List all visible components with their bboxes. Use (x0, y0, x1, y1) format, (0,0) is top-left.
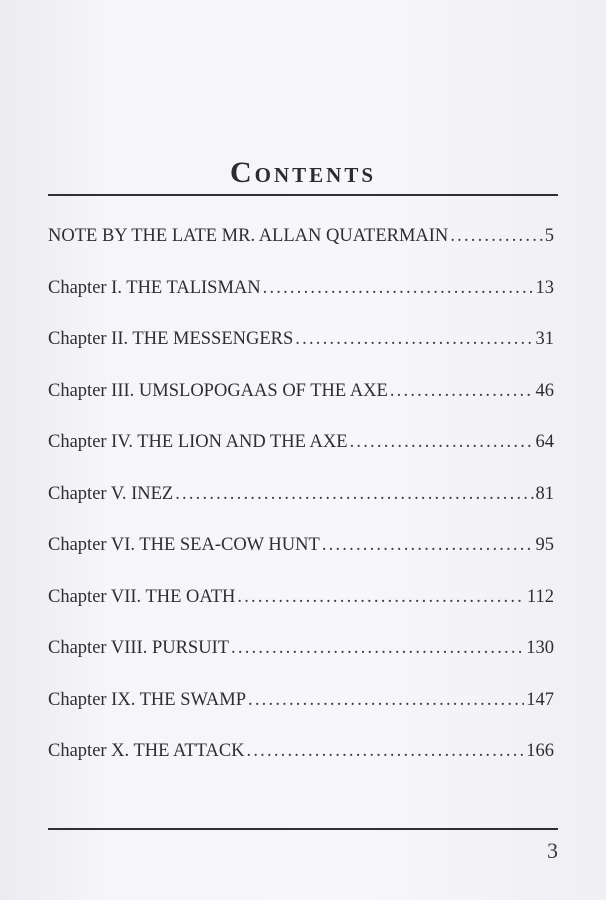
toc-entry-page: 147 (526, 689, 554, 710)
dot-leader (390, 381, 534, 402)
toc-entry (48, 741, 554, 793)
toc-entry (48, 329, 554, 381)
toc-entry-page: 81 (535, 483, 554, 504)
toc-entry (48, 484, 554, 536)
toc-entry-label: Chapter III. UMSLOPOGAAS OF THE AXE (48, 380, 388, 401)
toc-entry (48, 535, 554, 587)
toc-entry-label: Chapter II. THE MESSENGERS (48, 329, 294, 349)
toc-entry-page: 166 (526, 741, 554, 761)
dot-leader (237, 587, 525, 608)
toc-entry (48, 638, 554, 690)
toc-entry (48, 381, 554, 433)
toc-entry-page: 5 (544, 226, 554, 246)
dot-leader (247, 741, 525, 762)
toc-entry-label: Chapter VIII. PURSUIT (48, 638, 230, 658)
toc-entry (48, 690, 554, 742)
dot-leader (450, 226, 542, 247)
toc-entry-page: 64 (535, 432, 554, 452)
dot-leader (248, 690, 524, 711)
toc-entry-label: Chapter I. THE TALISMAN (48, 277, 261, 298)
toc-entry-label: Chapter IX. THE SWAMP (48, 689, 247, 710)
toc-entry (48, 278, 554, 330)
top-rule (48, 194, 558, 196)
toc-entry-page: 95 (535, 535, 554, 555)
toc-entry (48, 432, 554, 484)
toc-entry-page: 46 (535, 380, 554, 401)
bottom-rule (48, 828, 558, 830)
toc-entry-page: 130 (526, 638, 554, 658)
show-through-line (230, 40, 600, 60)
toc-entry-label: Chapter V. INEZ (48, 483, 174, 504)
toc-entry-label: Chapter X. THE ATTACK (48, 741, 245, 761)
dot-leader (231, 638, 524, 659)
dot-leader (322, 535, 534, 556)
toc-entry-page: 112 (526, 586, 554, 607)
dot-leader (295, 329, 533, 350)
toc-entry-page: 31 (535, 329, 554, 349)
table-of-contents (48, 226, 554, 793)
toc-entry-label: Chapter VII. THE OATH (48, 586, 236, 607)
toc-entry-page: 13 (535, 277, 554, 298)
page-title: Contents (229, 156, 377, 190)
toc-entry (48, 226, 554, 278)
toc-entry-label: Chapter VI. THE SEA-COW HUNT (48, 535, 320, 555)
dot-leader (263, 278, 534, 299)
toc-entry (48, 587, 554, 639)
dot-leader (175, 484, 533, 505)
page-number: 3 (547, 838, 558, 863)
toc-entry-label: NOTE BY THE LATE MR. ALLAN QUATERMAIN (48, 226, 449, 246)
toc-entry-label: Chapter IV. THE LION AND THE AXE (48, 432, 348, 452)
dot-leader (350, 432, 534, 453)
